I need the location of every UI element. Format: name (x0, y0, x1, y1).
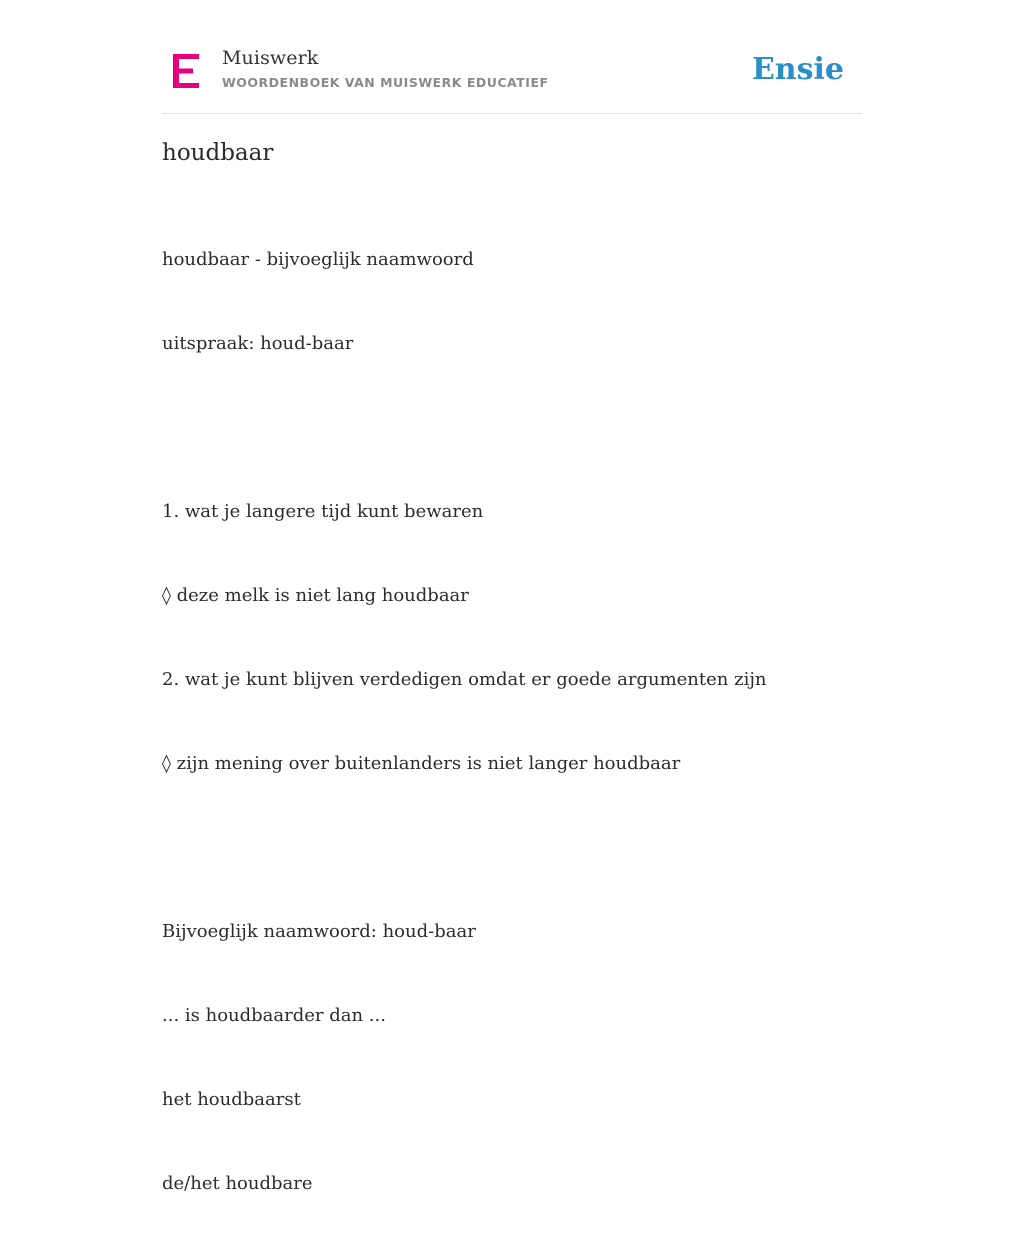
brand-name[interactable]: Muiswerk (222, 47, 319, 69)
definition-line: het houdbaarst (162, 1089, 301, 1110)
page (162, 0, 862, 1194)
brand[interactable] (222, 45, 549, 93)
definition-line: ◊ deze melk is niet lang houdbaar (162, 585, 469, 606)
definition-body (162, 190, 767, 1254)
definition-line: houdbaar - bijvoeglijk naamwoord (162, 249, 474, 270)
definition-line: ... is houdbaarder dan ... (162, 1005, 386, 1026)
muiswerk-e-icon[interactable] (173, 54, 199, 88)
ensie-logo-link[interactable]: Ensie (751, 52, 844, 87)
definition-line: ◊ zijn mening over buitenlanders is niet langer houdbaar (162, 753, 681, 774)
definition-line: Bijvoeglijk naamwoord: houd-baar (162, 921, 476, 942)
definition-line (162, 834, 767, 862)
definition-line (162, 414, 767, 442)
definition-line: 1. wat je langere tijd kunt bewaren (162, 501, 484, 522)
definition-line: 2. wat je kunt blijven verdedigen omdat er goede argumenten zijn (162, 669, 767, 690)
definition-line: uitspraak: houd-baar (162, 333, 354, 354)
header (162, 0, 862, 114)
brand-subtitle: WOORDENBOEK VAN MUISWERK EDUCATIEF (222, 75, 549, 90)
definition-line: de/het houdbare (162, 1173, 313, 1194)
page-title: houdbaar (162, 140, 274, 166)
